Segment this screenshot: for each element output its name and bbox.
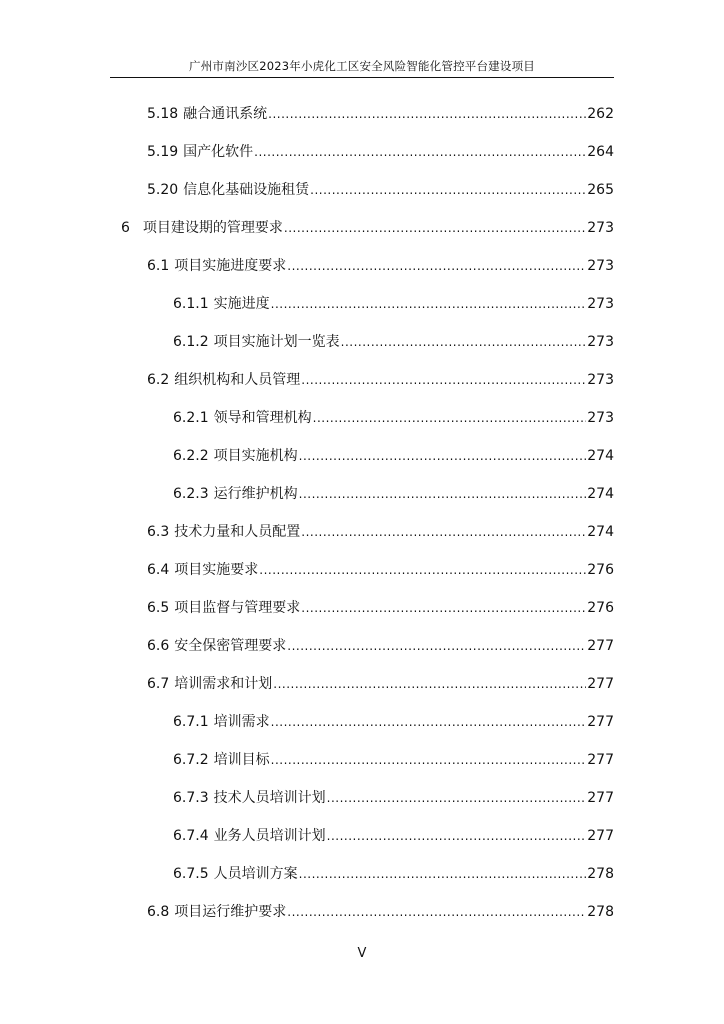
toc-entry-title: 业务人员培训计划 [213,828,326,844]
toc-entry-title: 国产化软件 [183,144,254,160]
toc-entry-title: 人员培训方案 [213,866,298,882]
toc-entry[interactable] [147,597,614,621]
toc-entry[interactable] [173,749,614,773]
toc-dot-leader [301,525,586,539]
toc-dot-leader [313,411,587,425]
toc-entry[interactable] [121,217,614,241]
toc-entry-number: 6.2.1 [173,410,209,426]
toc-dot-leader [299,487,587,501]
toc-entry-title: 项目实施计划一览表 [213,334,340,350]
toc-entry-title: 项目实施要求 [174,562,259,578]
toc-entry[interactable] [173,825,614,849]
toc-entry[interactable] [147,673,614,697]
toc-entry[interactable] [147,559,614,583]
toc-entry-number: 5.19 [147,144,179,160]
toc-entry-title: 运行维护机构 [213,486,298,502]
toc-entry-number: 6.2.3 [173,486,209,502]
toc-entry-number: 6.7.4 [173,828,209,844]
toc-dot-leader [273,677,586,691]
toc-entry-title: 培训需求 [213,714,270,730]
toc-entry-page: 274 [587,448,614,464]
toc-entry-title: 项目实施机构 [213,448,298,464]
toc-dot-leader [254,145,586,159]
toc-entry-page: 262 [587,106,614,122]
toc-entry-title: 项目实施进度要求 [174,258,287,274]
toc-entry-page: 277 [587,676,614,692]
toc-entry-number: 5.18 [147,106,179,122]
toc-dot-leader [301,373,586,387]
toc-entry-title: 培训需求和计划 [174,676,273,692]
toc-dot-leader [341,335,587,349]
toc-entry-number: 6.6 [147,638,170,654]
page-number: V [357,946,367,961]
toc-entry-title: 技术人员培训计划 [213,790,326,806]
toc-entry-page: 276 [587,562,614,578]
toc-entry[interactable] [147,521,614,545]
toc-dot-leader [287,259,586,273]
toc-entry-title: 项目监督与管理要求 [174,600,301,616]
toc-entry[interactable] [173,483,614,507]
toc-entry-page: 273 [587,410,614,426]
toc-entry-page: 264 [587,144,614,160]
toc-entry-page: 274 [587,524,614,540]
toc-entry-number: 6 [121,220,130,236]
toc-dot-leader [259,563,586,577]
toc-entry-title: 实施进度 [213,296,270,312]
toc-entry[interactable] [147,141,614,165]
toc-entry-title: 领导和管理机构 [213,410,312,426]
toc-dot-leader [271,753,587,767]
toc-entry-number: 6.5 [147,600,170,616]
toc-entry-number: 6.4 [147,562,170,578]
toc-entry-title: 组织机构和人员管理 [174,372,301,388]
toc-entry-title: 项目建设期的管理要求 [142,220,283,236]
toc-entry-number: 6.3 [147,524,170,540]
toc-entry-page: 276 [587,600,614,616]
toc-entry-title: 信息化基础设施租赁 [183,182,310,198]
toc-entry-page: 273 [587,220,614,236]
toc-entry-page: 277 [587,828,614,844]
toc-entry[interactable] [173,331,614,355]
toc-dot-leader [301,601,586,615]
toc-dot-leader [271,715,587,729]
toc-entry[interactable] [147,179,614,203]
toc-entry-title: 培训目标 [213,752,270,768]
toc-dot-leader [327,829,587,843]
toc-entry-page: 265 [587,182,614,198]
toc-entry-page: 277 [587,752,614,768]
toc-dot-leader [299,449,587,463]
toc-dot-leader [287,639,586,653]
toc-entry-number: 6.7.3 [173,790,209,806]
toc-entry[interactable] [147,369,614,393]
toc-entry-number: 6.8 [147,904,170,920]
toc-dot-leader [327,791,587,805]
toc-entry[interactable] [173,787,614,811]
toc-entry[interactable] [147,901,614,925]
toc-entry-number: 6.1 [147,258,170,274]
toc-entry-title: 项目运行维护要求 [174,904,287,920]
toc-entry-title: 安全保密管理要求 [174,638,287,654]
toc-dot-leader [284,221,586,235]
toc-entry[interactable] [173,445,614,469]
toc-entry-page: 277 [587,790,614,806]
toc-entry-number: 6.7.2 [173,752,209,768]
toc-dot-leader [268,107,586,121]
toc-entry[interactable] [173,863,614,887]
toc-entry-number: 6.1.1 [173,296,209,312]
toc-entry-page: 278 [587,904,614,920]
toc-entry-title: 融合通讯系统 [183,106,268,122]
toc-entry-page: 273 [587,334,614,350]
toc-entry-number: 6.7.1 [173,714,209,730]
toc-entry[interactable] [147,255,614,279]
header-rule [110,77,614,78]
toc-entry-page: 273 [587,372,614,388]
running-header: 广州市南沙区2023年小虎化工区安全风险智能化管控平台建设项目 [189,59,535,73]
toc-entry-page: 273 [587,296,614,312]
toc-dot-leader [287,905,586,919]
toc-entry-page: 274 [587,486,614,502]
toc-entry-page: 277 [587,638,614,654]
toc-dot-leader [271,297,587,311]
toc-entry[interactable] [173,407,614,431]
toc-entry[interactable] [173,711,614,735]
toc-entry-number: 6.7 [147,676,170,692]
toc-entry-number: 6.2 [147,372,170,388]
toc-entry-number: 6.2.2 [173,448,209,464]
toc-entry-number: 6.7.5 [173,866,209,882]
toc-dot-leader [310,183,586,197]
toc-entry-number: 5.20 [147,182,179,198]
toc-entry-page: 278 [587,866,614,882]
toc-entry-title: 技术力量和人员配置 [174,524,301,540]
toc-entry[interactable] [147,635,614,659]
toc-entry-number: 6.1.2 [173,334,209,350]
toc-dot-leader [299,867,587,881]
toc-entry[interactable] [147,103,614,127]
toc-entry[interactable] [173,293,614,317]
toc-entry-page: 273 [587,258,614,274]
toc-entry-page: 277 [587,714,614,730]
